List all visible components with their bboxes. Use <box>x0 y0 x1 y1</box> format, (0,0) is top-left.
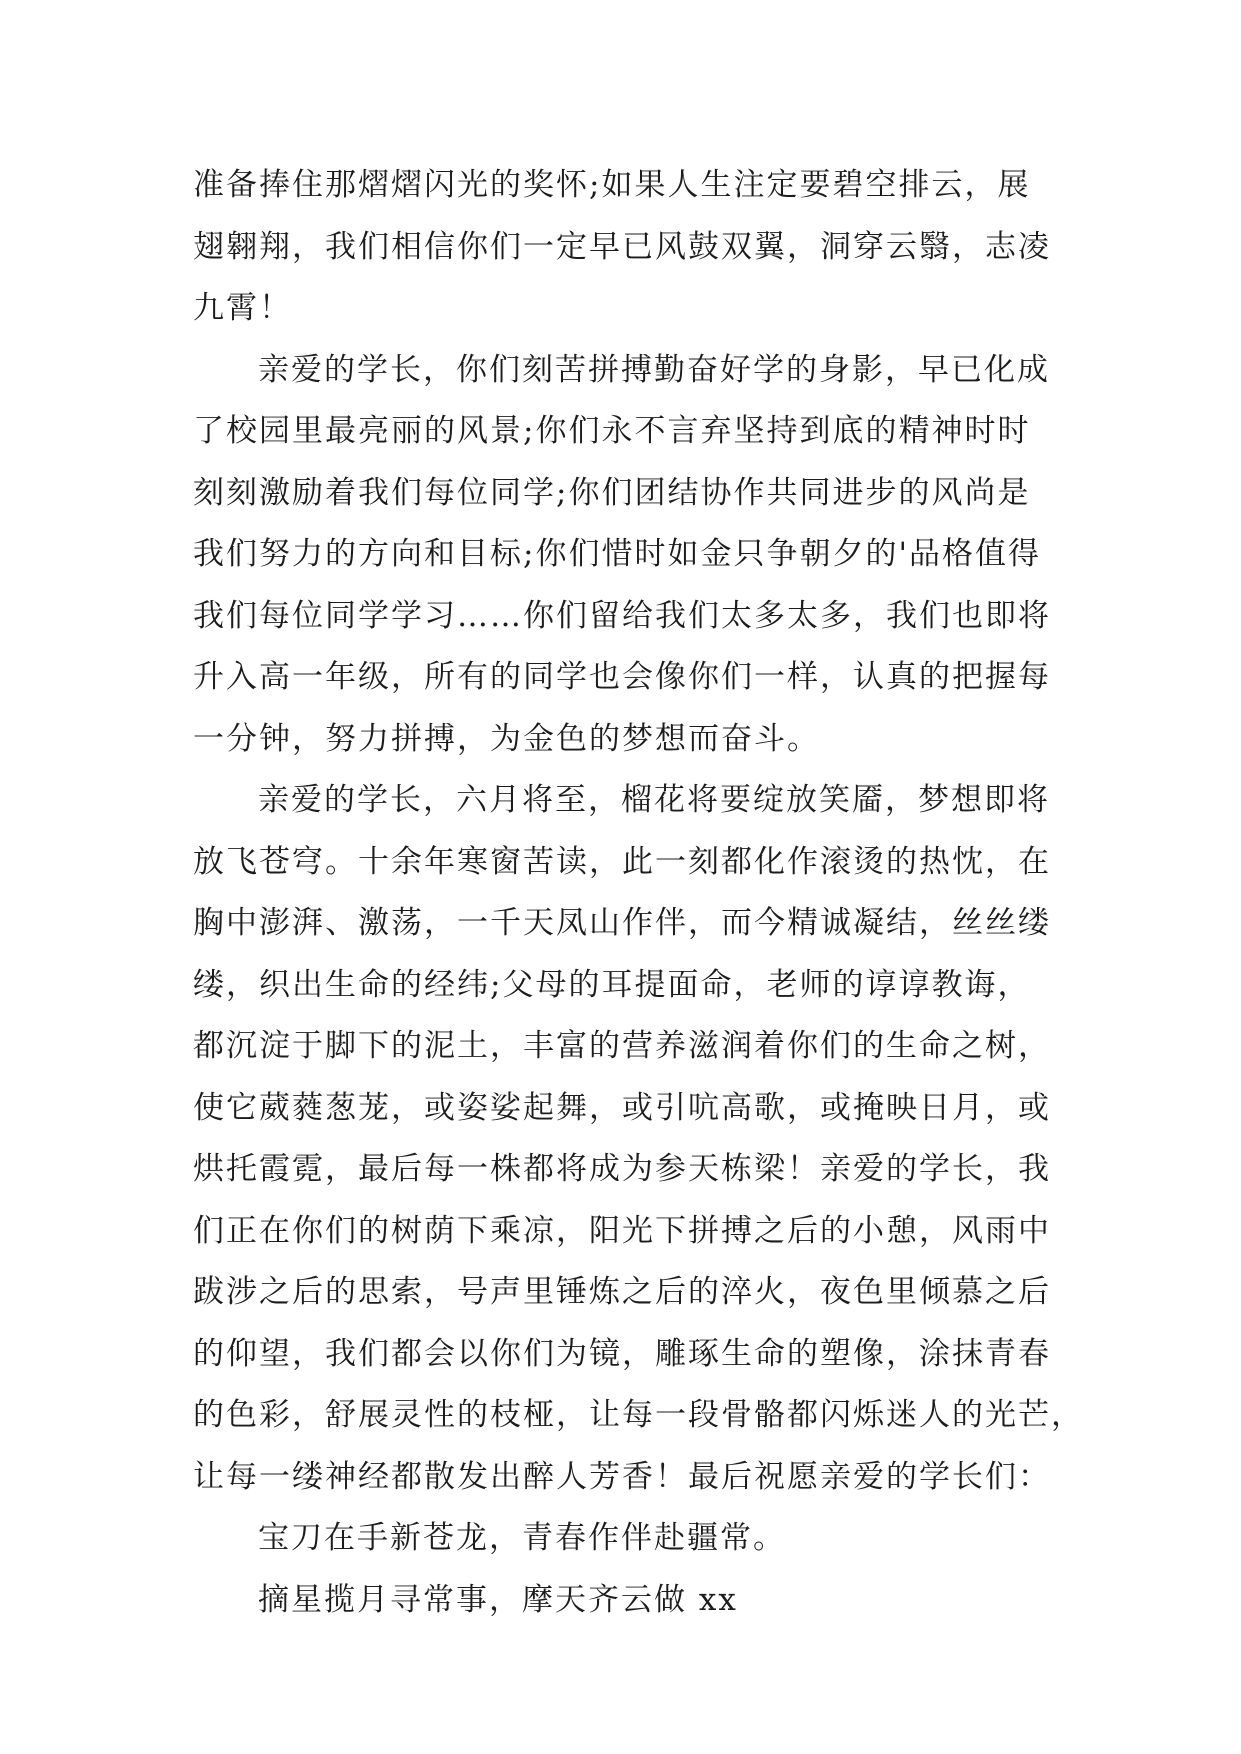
paragraph-start-line: 亲爱的学长，六月将至，榴花将要绽放笑靥，梦想即将 <box>258 782 1050 818</box>
verse-line: 摘星揽月寻常事，摩天齐云做 xx <box>258 1581 738 1618</box>
text-line: 准备捧住那熠熠闪光的奖怀;如果人生注定要碧空排云，展 <box>193 167 1031 203</box>
text-line: 们正在你们的树荫下乘凉，阳光下拼搏之后的小憩，风雨中 <box>193 1212 1051 1249</box>
text-line: 我们每位同学学习……你们留给我们太多太多，我们也即将 <box>193 597 1051 634</box>
text-line: 烘托霞霓，最后每一株都将成为参天栋梁！亲爱的学长，我 <box>193 1151 1051 1187</box>
text-line: 都沉淀于脚下的泥土，丰富的营养滋润着你们的生命之树， <box>193 1028 1051 1064</box>
text-line: 使它葳蕤葱茏，或姿娑起舞，或引吭高歌，或掩映日月，或 <box>193 1089 1051 1126</box>
text-line: 了校园里最亮丽的风景;你们永不言弃坚持到底的精神时时 <box>193 413 1031 449</box>
text-line: 缕，织出生命的经纬;父母的耳提面命，老师的谆谆教诲， <box>193 966 1031 1003</box>
text-line: 九霄！ <box>193 290 292 326</box>
text-line: 刻刻激励着我们每位同学;你们团结协作共同进步的风尚是 <box>193 474 1031 511</box>
text-line: 一分钟，努力拼搏，为金色的梦想而奋斗。 <box>193 720 820 757</box>
paragraph-start-line: 亲爱的学长，你们刻苦拼搏勤奋好学的身影，早已化成 <box>258 351 1050 388</box>
text-line: 让每一缕神经都散发出醉人芳香！最后祝愿亲爱的学长们： <box>193 1458 1051 1495</box>
text-line: 我们努力的方向和目标;你们惜时如金只争朝夕的'品格值得 <box>193 536 1041 572</box>
text-line: 跋涉之后的思索，号声里锤炼之后的淬火，夜色里倾慕之后 <box>193 1274 1051 1310</box>
text-line: 的色彩，舒展灵性的枝桠，让每一段骨骼都闪烁迷人的光芒， <box>193 1397 1084 1433</box>
text-line: 胸中澎湃、激荡，一千天凤山作伴，而今精诚凝结，丝丝缕 <box>193 905 1051 941</box>
verse-line: 宝刀在手新苍龙，青春作伴赴疆常。 <box>258 1520 786 1556</box>
text-line: 的仰望，我们都会以你们为镜，雕琢生命的塑像，涂抹青春 <box>193 1335 1051 1372</box>
text-line: 升入高一年级，所有的同学也会像你们一样，认真的把握每 <box>193 659 1051 695</box>
document-body <box>193 155 1084 1631</box>
text-line: 翅翱翔，我们相信你们一定早已风鼓双翼，洞穿云翳，志凌 <box>193 228 1051 265</box>
text-line: 放飞苍穹。十余年寒窗苦读，此一刻都化作滚烫的热忱，在 <box>193 843 1051 880</box>
